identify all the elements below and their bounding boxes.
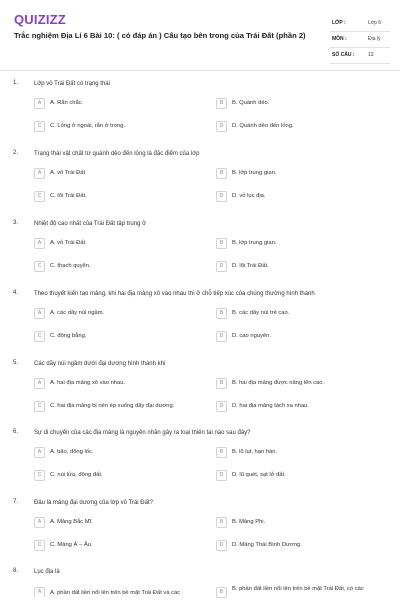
option-text: A. các dãy núi ngầm. [50,309,105,316]
question-text: Theo thuyết kiến tạo mảng, khi hai địa mảng xô vào nhau thì ở chỗ tiếp xúc của chúng thường hình thành [34,291,315,297]
question-number: 5. [13,360,19,366]
option-b[interactable] [216,98,376,111]
option-text: B. Mảng Phi. [232,518,266,525]
option-text: D. lõi Trái Đất. [232,262,269,269]
option-letter: B [216,238,227,249]
question-text: Các dãy núi ngầm dưới đại dương hình thành khi [34,361,166,367]
option-a[interactable] [34,378,194,391]
option-a[interactable] [34,168,194,181]
option-letter: C [34,331,45,342]
option-text: C. hai địa mảng bị nén ép xuống dãy đại dương. [50,402,175,409]
option-letter: C [34,261,45,272]
option-letter: B [216,447,227,458]
option-b[interactable] [216,378,376,391]
question-number: 8. [13,568,19,574]
option-text: B. lũ lụt, hạn hán. [232,448,278,455]
meta-row-subject [330,32,390,48]
option-letter: D [216,470,227,481]
option-text: B. lớp trung gian. [232,239,277,246]
question-number: 7. [13,499,19,505]
option-letter: A [34,447,45,458]
option-c[interactable] [34,261,194,274]
document-title: Trắc nghiệm Địa Lí 6 Bài 10: ( có đáp án ) Cấu tạo bên trong của Trái Đất (phần 2) [14,31,306,40]
option-c[interactable] [34,331,194,344]
question-text: Trạng thái vật chất từ quánh dẻo đến lỏng là đặc điểm của lớp [34,151,200,157]
option-d[interactable] [216,470,376,483]
option-text: A. phần đất liền nổi lên trên bề mặt Trái Đất và các [50,590,181,596]
option-letter: A [34,238,45,249]
option-letter: A [34,308,45,319]
option-b[interactable] [216,238,376,251]
option-text: B. hai địa mảng được nâng lên cao. [232,379,325,386]
option-letter: C [34,121,45,132]
option-d[interactable] [216,261,376,274]
option-letter: D [216,261,227,272]
option-b[interactable] [216,168,376,181]
option-letter: C [34,191,45,202]
option-letter: D [216,331,227,342]
option-a[interactable] [34,308,194,321]
meta-value: Địa lý [368,36,381,42]
option-text: A. bão, dông lốc. [50,448,94,455]
page-header [0,0,400,71]
option-a[interactable] [34,238,194,251]
option-letter: D [216,540,227,551]
option-b[interactable] [216,517,376,530]
option-letter: C [34,540,45,551]
question-number: 6. [13,429,19,435]
option-a[interactable] [34,587,194,597]
question-text: Nhiệt độ cao nhất của Trái Đất tập trung ở [34,221,146,227]
option-text: B. lớp trung gian. [232,169,277,176]
option-letter: D [216,401,227,412]
meta-label: LỚP : [332,20,346,26]
question-text: Lớp vỏ Trái Đất có trạng thái [34,81,110,87]
option-letter: D [216,121,227,132]
option-b[interactable] [216,447,376,460]
option-text: B. Quánh dẻo. [232,99,270,106]
option-letter: C [34,401,45,412]
meta-row-grade [330,16,390,32]
option-letter: B [216,587,227,598]
option-text: C. động bằng. [50,332,87,339]
option-text: C. Mảng Á – Âu. [50,541,93,548]
option-text: D. vỏ lục địa. [232,192,266,199]
question-text: Sự di chuyển của các địa mảng là nguyên nhân gây ra loại thiên tai nào sau đây? [34,430,251,436]
question-number: 3. [13,220,19,226]
option-d[interactable] [216,331,376,344]
option-a[interactable] [34,517,194,530]
question-number: 1. [13,80,19,86]
option-letter: C [34,470,45,481]
option-letter: A [34,587,45,597]
option-text: D. Quánh dẻo đến lỏng. [232,122,294,129]
option-text: D. lũ quét, sạt lở đất. [232,471,286,478]
option-text: D. Mảng Thái Bình Dương. [232,541,302,548]
option-text: D. hai địa mảng tách xa nhau. [232,402,310,409]
question-text: Đâu là mảng đại dương của lớp vỏ Trái Đất? [34,500,153,506]
option-letter: A [34,378,45,389]
question-number: 4. [13,290,19,296]
option-letter: B [216,308,227,319]
option-letter: A [34,168,45,179]
option-d[interactable] [216,121,376,134]
question-text: Lục địa là [34,569,60,575]
option-letter: B [216,378,227,389]
question-number: 2. [13,150,19,156]
option-letter: B [216,98,227,109]
option-text: A. Mảng Bắc Mĩ. [50,518,93,525]
option-a[interactable] [34,98,194,111]
option-c[interactable] [34,470,194,483]
option-b[interactable] [216,308,376,321]
option-text: D. cao nguyên. [232,332,271,339]
option-text: B. các dãy núi trẻ cao. [232,309,290,316]
option-text: C. Lỏng ở ngoài, rắn ở trong. [50,122,125,129]
option-d[interactable] [216,401,376,414]
meta-label: MÔN : [332,36,347,42]
option-text: A. vỏ Trái Đất [50,169,86,176]
option-text: A. Rắn chắc. [50,99,84,106]
option-c[interactable] [34,401,194,414]
quizizz-logo: QUIZIZZ [14,12,66,27]
option-c[interactable] [34,121,194,134]
option-letter: B [216,517,227,528]
option-text: B. phần đất liền nổi lên trên bề mặt Trái Đất, có các [232,586,364,592]
option-d[interactable] [216,540,376,553]
option-text: C. thạch quyển. [50,262,91,269]
meta-row-count [330,48,390,64]
option-text: C. núi lửa, động đất. [50,471,103,478]
meta-label: SỐ CÂU : [332,52,355,58]
option-a[interactable] [34,447,194,460]
meta-table [330,16,390,64]
option-letter: A [34,517,45,528]
option-letter: D [216,191,227,202]
option-c[interactable] [34,191,194,204]
option-c[interactable] [34,540,194,553]
meta-value: Lớp 6 [368,20,382,26]
option-text: A. vỏ Trái Đất. [50,239,87,246]
option-letter: A [34,98,45,109]
option-b[interactable] [216,582,376,600]
option-text: A. hai địa mảng xô vào nhau. [50,379,126,386]
option-text: C. lõi Trái Đất. [50,192,87,199]
meta-value: 13 [368,52,374,58]
option-d[interactable] [216,191,376,204]
option-letter: B [216,168,227,179]
